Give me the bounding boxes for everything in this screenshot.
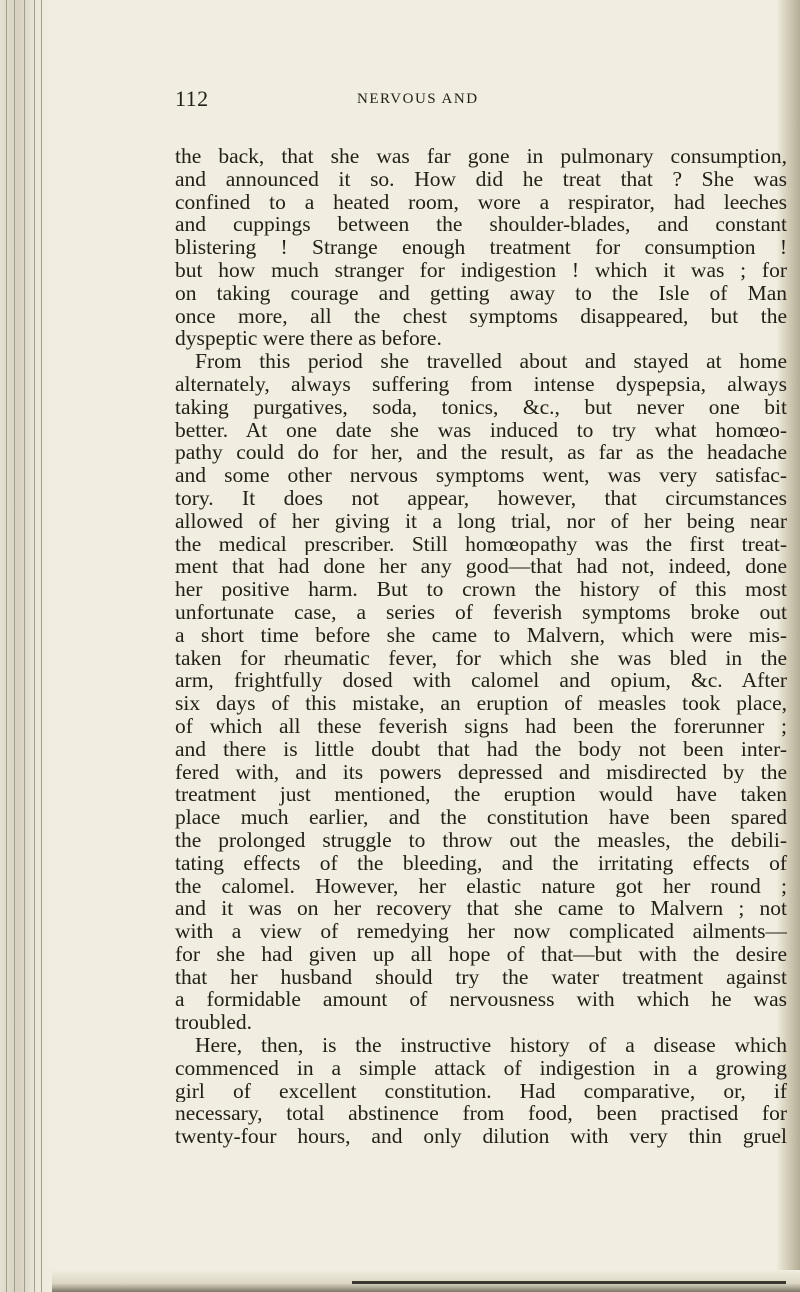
text-line: tating effects of the bleeding, and the irritating effects of xyxy=(175,851,787,875)
text-line: allowed of her giving it a long trial, nor of her being near xyxy=(175,509,787,533)
text-line: Here, then, is the instructive history of a disease which xyxy=(195,1034,787,1057)
running-head: NERVOUS AND xyxy=(357,91,479,107)
text-line: and announced it so. How did he treat that ? She was xyxy=(175,167,787,191)
text-line: necessary, total abstinence from food, been practised for xyxy=(175,1102,787,1126)
text-line: place much earlier, and the constitution have been spared xyxy=(175,806,787,829)
text-line: her positive harm. But to crown the history of this most xyxy=(175,578,787,601)
text-line: commenced in a simple attack of indigestion in a growing xyxy=(175,1056,787,1080)
binding-line xyxy=(41,0,42,1292)
body-text xyxy=(175,145,787,1148)
text-line: taking purgatives, soda, tonics, &c., but never one bit xyxy=(175,395,787,419)
text-line: girl of excellent constitution. Had comparative, or, if xyxy=(175,1079,787,1103)
text-line: confined to a heated room, wore a respirator, had leeches xyxy=(175,190,787,214)
text-line: unfortunate case, a series of feverish symptoms broke out xyxy=(175,600,787,624)
text-line: From this period she travelled about and stayed at home xyxy=(195,350,787,373)
page-bottom-edge xyxy=(52,1270,800,1292)
bottom-rule xyxy=(352,1281,786,1284)
text-line: that her husband should try the water treatment against xyxy=(175,965,787,989)
text-line: pathy could do for her, and the result, as far as the headache xyxy=(175,441,787,465)
text-line: taken for rheumatic fever, for which she was bled in the xyxy=(175,646,787,670)
text-line: troubled. xyxy=(175,1011,253,1035)
text-line: of which all these feverish signs had been the forerunner ; xyxy=(175,714,787,738)
text-line: tory. It does not appear, however, that circumstances xyxy=(175,486,787,510)
text-line: a formidable amount of nervousness with which he was xyxy=(175,988,787,1012)
binding-line xyxy=(24,0,25,1292)
text-line: and it was on her recovery that she came to Malvern ; not xyxy=(175,897,787,921)
text-line: better. At one date she was induced to try what homœo- xyxy=(175,418,787,442)
text-line: dyspeptic were there as before. xyxy=(175,327,442,351)
text-line: the medical prescriber. Still homœopathy was the first treat- xyxy=(175,532,787,556)
text-line: ment that had done her any good—that had not, indeed, done xyxy=(175,555,787,579)
text-line: twenty-four hours, and only dilution with very thin gruel xyxy=(175,1125,787,1149)
binding-line xyxy=(14,0,15,1292)
text-line: the back, that she was far gone in pulmonary consumption, xyxy=(175,145,787,168)
page-binding-shadow xyxy=(0,0,52,1292)
text-line: blistering ! Strange enough treatment for consumption ! xyxy=(175,236,787,259)
page-header xyxy=(175,86,787,116)
text-line: six days of this mistake, an eruption of measles took place, xyxy=(175,692,787,715)
text-line: treatment just mentioned, the eruption would have taken xyxy=(175,783,787,807)
text-line: fered with, and its powers depressed and misdirected by the xyxy=(175,760,787,784)
text-line: on taking courage and getting away to the Isle of Man xyxy=(175,281,787,305)
text-line: once more, all the chest symptoms disappeared, but the xyxy=(175,304,787,328)
text-line: and there is little doubt that had the body not been inter- xyxy=(175,737,787,761)
text-line: and some other nervous symptoms went, was very satisfac- xyxy=(175,464,787,487)
text-line: the calomel. However, her elastic nature got her round ; xyxy=(175,874,787,898)
text-line: a short time before she came to Malvern, which were mis- xyxy=(175,623,787,647)
page-number: 112 xyxy=(175,86,209,111)
text-line: alternately, always suffering from intense dyspepsia, always xyxy=(175,372,787,396)
binding-line xyxy=(6,0,7,1292)
text-line: but how much stranger for indigestion ! which it was ; for xyxy=(175,258,787,282)
binding-line xyxy=(34,0,35,1292)
text-line: for she had given up all hope of that—but with the desire xyxy=(175,942,787,966)
text-line: arm, frightfully dosed with calomel and opium, &c. After xyxy=(175,669,787,693)
text-line: and cuppings between the shoulder-blades, and constant xyxy=(175,213,787,237)
text-line: the prolonged struggle to throw out the measles, the debili- xyxy=(175,828,787,852)
text-line: with a view of remedying her now complicated ailments— xyxy=(175,920,787,943)
